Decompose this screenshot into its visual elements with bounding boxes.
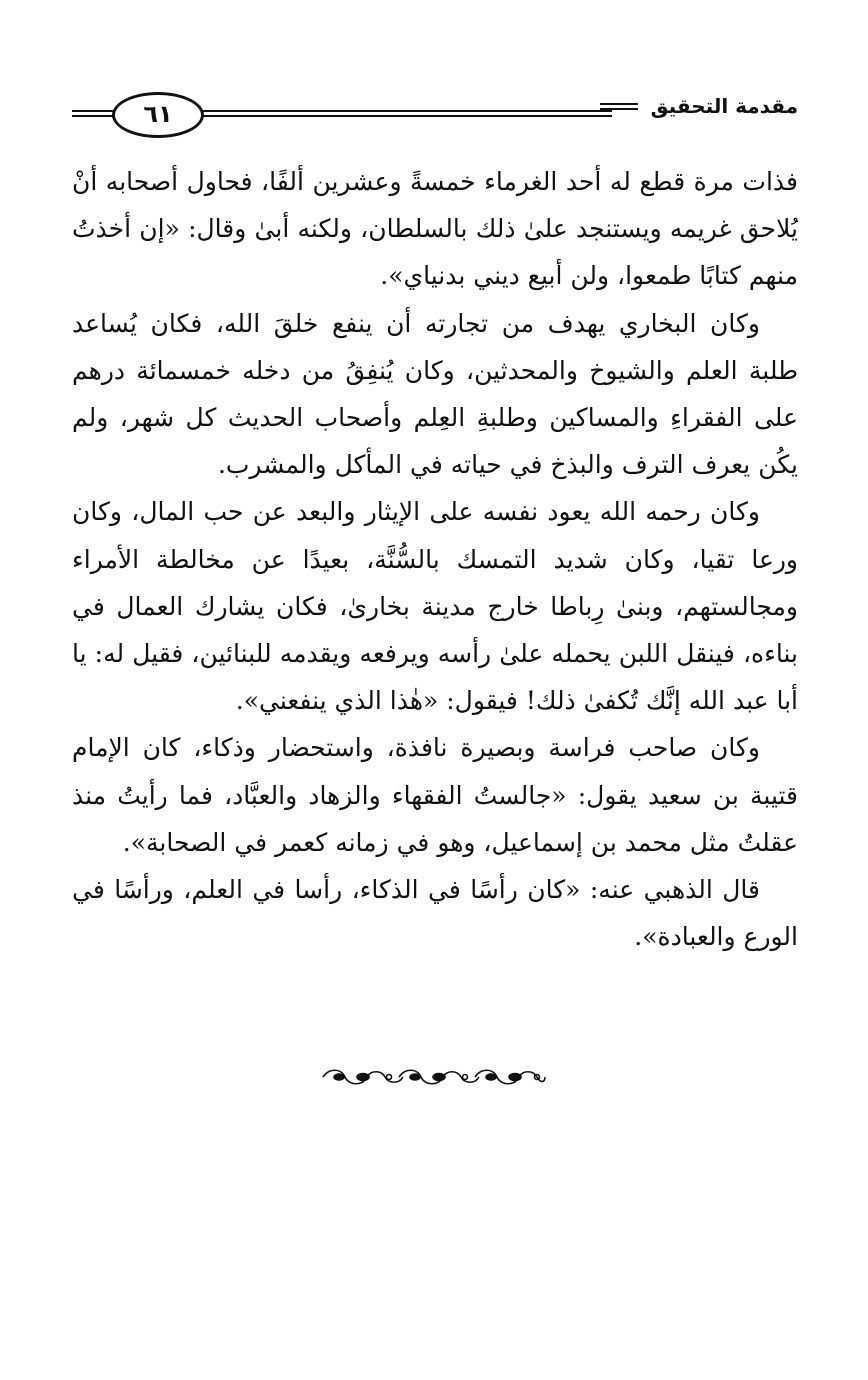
paragraph: وكان صاحب فراسة وبصيرة نافذة، واستحضار وذكاء، كان الإمام قتيبة بن سعيد يقول: «جالستُ الفقهاء والزهاد والعبَّاد، فما رأيتُ منذ عقلتُ مثل محمد بن إسماعيل، وهو في زمانه كعمر في الصحابة». [72,733,798,857]
paragraph: وكان البخاري يهدف من تجارته أن ينفع خلقَ الله، فكان يُساعد طلبة العلم والشيوخ والمحدثين، وكان يُنفِقُ من دخله خمسمائة درهم على الفقراءِ والمساكين وطلبةِ العِلم وأصحاب الحديث كل شهر، ولم يكُن يعرف الترف والبذخ في حياته في المأكل والمشرب. [72,308,798,480]
running-header-title [600,94,798,118]
page-number: ٦١ [143,100,173,128]
ornament-flourish-icon [319,1066,549,1088]
header-rule-left [72,110,114,120]
header-rule-middle [202,110,612,120]
page-header [72,90,798,146]
paragraph: وكان رحمه الله يعود نفسه على الإيثار والبعد عن حب المال، وكان ورعا تقيا، وكان شديد التمسك بالسُّنَّة، بعيدًا عن مخالطة الأمراء ومجالستهم، وبنىٰ رِباطا خارج مدينة بخارىٰ، فكان يشارك العمال في بناءه، فينقل اللبن يحمله علىٰ رأسه ويرفعه ويقدمه للبنائين، فقيل له: يا أبا عبد الله إنَّك تُكفىٰ ذلك! فيقول: «هٰذا الذي ينفعني». [72,497,798,716]
paragraph: فذات مرة قطع له أحد الغرماء خمسةً وعشرين ألفًا، فحاول أصحابه أنْ يُلاحق غريمه ويستنجد علىٰ ذلك بالسلطان، ولكنه أبىٰ وقال: «إن أخذتُ منهم كتابًا طمعوا، ولن أبيع ديني بدنياي». [72,167,798,291]
header-rule-right [600,103,638,113]
section-end-ornament [0,1066,868,1092]
paragraph: قال الذهبي عنه: «كان رأسًا في الذكاء، رأسا في العلم، ورأسًا في الورع والعبادة». [72,875,798,952]
main-text [72,158,798,960]
running-header-text: مقدمة التحقيق [650,94,798,118]
